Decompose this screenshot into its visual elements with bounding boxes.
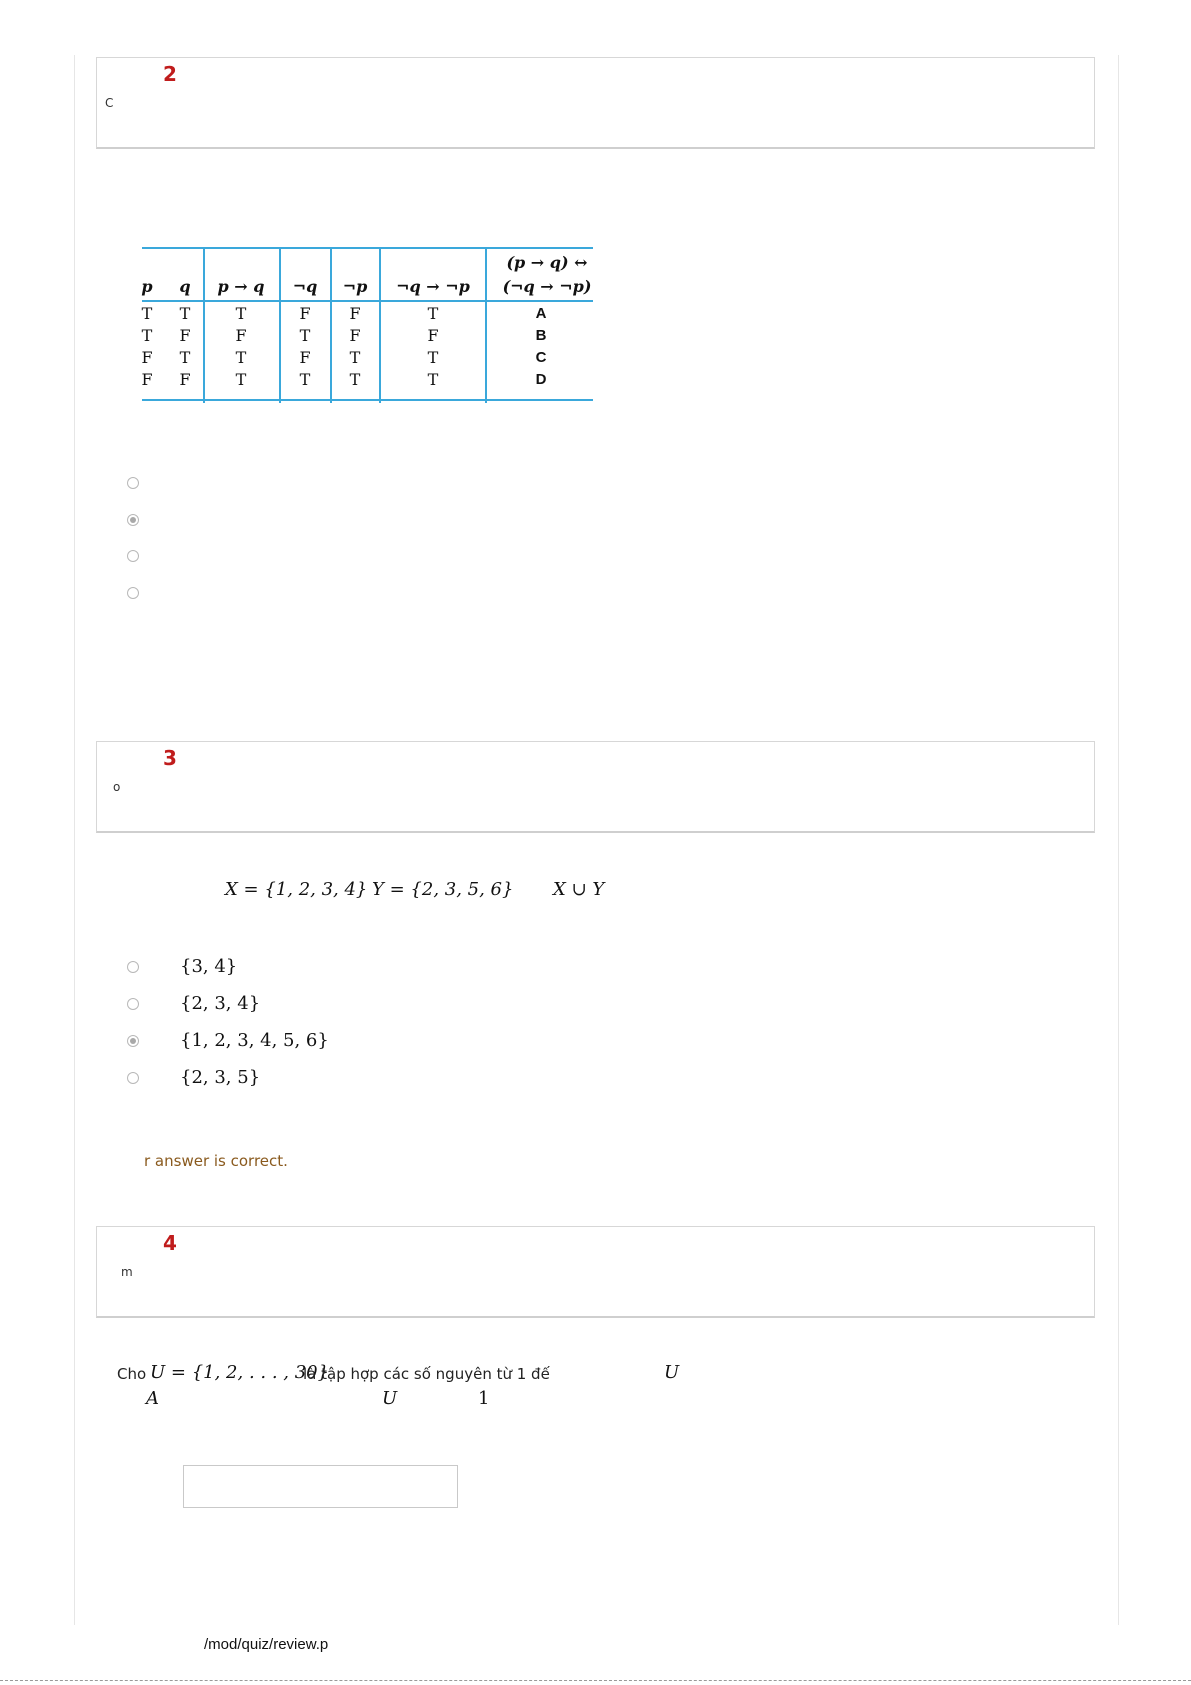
question-2-info — [96, 57, 1095, 149]
q4-stem-prefix: Cho — [117, 1365, 147, 1383]
table-cell-answer: A — [535, 305, 547, 322]
table-cell: F — [299, 304, 311, 323]
q2-option-a-radio[interactable] — [127, 477, 139, 489]
q3-option-b-label: {2, 3, 4} — [180, 993, 261, 1014]
q3-option-d-label: {2, 3, 5} — [180, 1067, 261, 1088]
table-cell: T — [179, 348, 191, 367]
question-number: 2 — [163, 62, 177, 86]
header-q: q — [179, 277, 191, 296]
q4-stem-text: là tập hợp các số nguyên từ 1 đế — [303, 1365, 550, 1383]
table-cell: F — [349, 326, 361, 345]
q2-option-b-radio[interactable] — [127, 514, 139, 526]
table-cell: T — [299, 370, 311, 389]
truth-table — [142, 247, 593, 403]
question-4-info — [96, 1226, 1095, 1318]
question-number: 4 — [163, 1231, 177, 1255]
table-cell: F — [299, 348, 311, 367]
question-state: o — [113, 780, 121, 794]
table-cell: T — [235, 304, 247, 323]
q3-option-a-radio[interactable] — [127, 961, 139, 973]
question-state: m — [121, 1265, 133, 1279]
question-number: 3 — [163, 746, 177, 770]
left-border-line — [74, 55, 75, 1625]
right-border-line — [1118, 55, 1119, 1625]
q4-answer-input[interactable] — [183, 1465, 458, 1508]
table-cell: F — [179, 370, 191, 389]
table-cell: F — [141, 348, 153, 367]
table-cell: T — [141, 326, 153, 345]
table-cell: T — [299, 326, 311, 345]
q4-stem-a: A — [146, 1388, 159, 1409]
table-cell: F — [427, 326, 439, 345]
table-cell: T — [141, 304, 153, 323]
question-state: C — [105, 96, 114, 110]
feedback-correct: r answer is correct. — [144, 1152, 288, 1170]
q4-stem-u2: U — [664, 1362, 680, 1383]
table-cell: T — [349, 348, 361, 367]
table-cell: T — [427, 370, 439, 389]
table-cell: F — [235, 326, 247, 345]
table-cell: T — [427, 348, 439, 367]
q3-option-d-radio[interactable] — [127, 1072, 139, 1084]
table-cell: T — [349, 370, 361, 389]
header-biconditional-line1: (p → q) ↔ — [506, 253, 588, 272]
table-cell: T — [235, 348, 247, 367]
table-cell: F — [141, 370, 153, 389]
header-not-q: ¬q — [292, 277, 318, 296]
table-cell: F — [349, 304, 361, 323]
question-3-info — [96, 741, 1095, 833]
q2-option-c-radio[interactable] — [127, 550, 139, 562]
table-cell: T — [427, 304, 439, 323]
page-break-divider — [0, 1680, 1191, 1681]
q4-stem-one: 1 — [478, 1388, 490, 1409]
table-cell-answer: C — [535, 349, 547, 366]
page-url: /mod/quiz/review.p — [204, 1636, 329, 1653]
table-cell: F — [179, 326, 191, 345]
q3-option-c-radio[interactable] — [127, 1035, 139, 1047]
q4-stem-u3: U — [382, 1388, 398, 1409]
header-not-p: ¬p — [342, 277, 368, 296]
table-cell-answer: D — [535, 371, 547, 388]
q2-option-d-radio[interactable] — [127, 587, 139, 599]
header-contrapositive: ¬q → ¬p — [396, 277, 470, 296]
header-p: p — [141, 277, 153, 296]
q3-option-c-label: {1, 2, 3, 4, 5, 6} — [180, 1030, 329, 1051]
q3-option-a-label: {3, 4} — [180, 956, 238, 977]
set-x: X = {1, 2, 3, 4} — [225, 879, 368, 900]
union-expression: X ∪ Y — [553, 879, 605, 900]
header-biconditional-line2: (¬q → ¬p) — [502, 277, 592, 296]
table-cell: T — [235, 370, 247, 389]
table-cell: T — [179, 304, 191, 323]
table-cell-answer: B — [535, 327, 547, 344]
q4-universal-set: U = {1, 2, . . . , 30} — [150, 1362, 330, 1383]
header-p-implies-q: p → q — [217, 277, 265, 296]
set-y: Y = {2, 3, 5, 6} — [372, 879, 514, 900]
q3-option-b-radio[interactable] — [127, 998, 139, 1010]
